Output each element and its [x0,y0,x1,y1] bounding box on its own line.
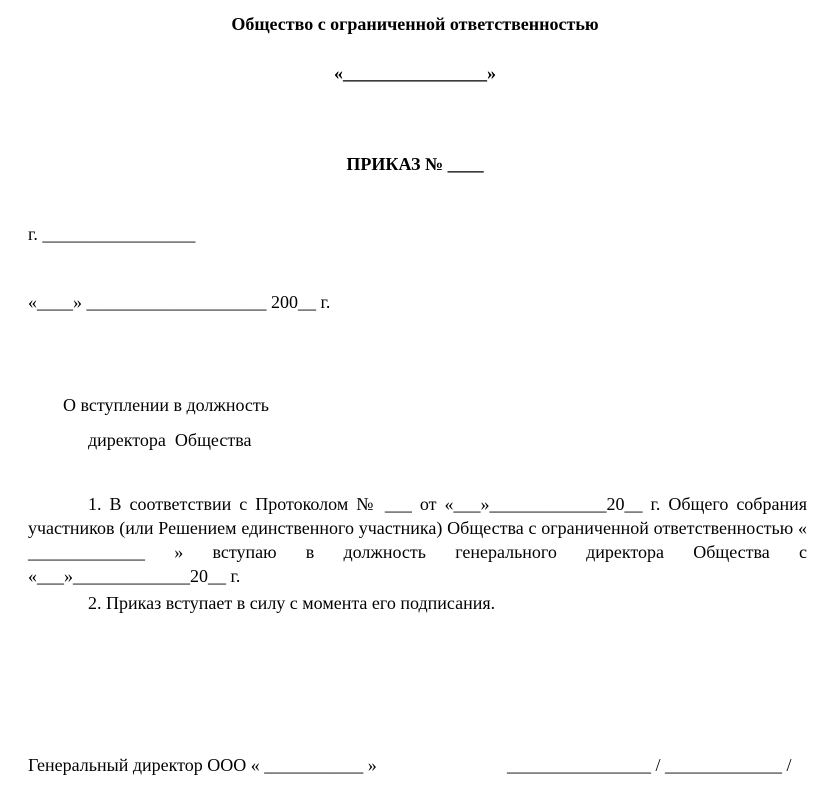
order-title: ПРИКАЗ № ____ [346,154,484,174]
organization-title: Общество с ограниченной ответственностью [231,14,599,34]
subject-line-1: О вступлении в должность [63,395,269,415]
order-paragraph-2: 2. Приказ вступает в силу с момента его подписания. [88,593,496,613]
city-line: г. _________________ [28,224,196,244]
date-line: «____» ____________________ 200__ г. [28,292,331,312]
organization-name-blank: «________________» [334,63,496,83]
signature-blanks: ________________ / _____________ / [507,755,792,775]
signature-position-label: Генеральный директор ООО « ___________ » [28,755,377,775]
subject-line-2: директора Общества [88,430,252,450]
order-paragraph-1: 1. В соответствии с Протоколом № ___ от «___»_____________20__ г. Общего собрания участников (или Решением единственного участника) Общества с ограниченной ответственностью « _____________ » вступаю в должность генерального директора Общества с «___»_____________20__ г. [28,494,807,586]
